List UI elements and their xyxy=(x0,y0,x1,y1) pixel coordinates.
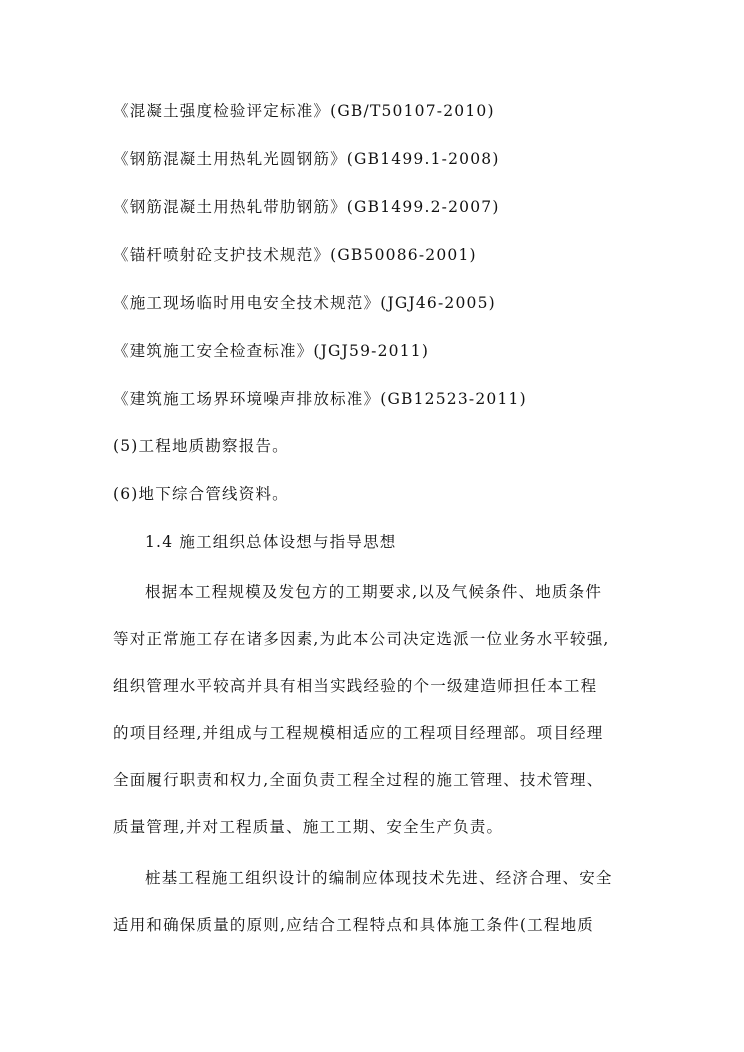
standard-line: 《钢筋混凝土用热轧光圆钢筋》(GB1499.1-2008) xyxy=(113,150,500,168)
list-item: (6)地下综合管线资料。 xyxy=(113,485,289,503)
paragraph-line: 质量管理,并对工程质量、施工工期、安全生产负责。 xyxy=(113,818,504,836)
standard-line: 《建筑施工场界环境噪声排放标准》(GB12523-2011) xyxy=(113,390,527,408)
standard-line: 《混凝土强度检验评定标准》(GB/T50107-2010) xyxy=(113,102,495,120)
standard-line: 《施工现场临时用电安全技术规范》(JGJ46-2005) xyxy=(113,294,496,312)
paragraph-1 xyxy=(113,569,633,851)
paragraph-2 xyxy=(113,855,633,949)
paragraph-line: 组织管理水平较高并具有相当实践经验的个一级建造师担任本工程 xyxy=(113,677,598,695)
paragraph-line: 的项目经理,并组成与工程规模相适应的工程项目经理部。项目经理 xyxy=(113,724,604,742)
paragraph-line: 适用和确保质量的原则,应结合工程特点和具体施工条件(工程地质 xyxy=(113,916,594,934)
standard-line: 《建筑施工安全检查标准》(JGJ59-2011) xyxy=(113,342,430,360)
section-heading: 1.4 施工组织总体设想与指导思想 xyxy=(145,533,397,551)
paragraph-line: 根据本工程规模及发包方的工期要求,以及气候条件、地质条件 xyxy=(145,583,603,601)
standard-line: 《钢筋混凝土用热轧带肋钢筋》(GB1499.2-2007) xyxy=(113,198,500,216)
paragraph-line: 全面履行职责和权力,全面负责工程全过程的施工管理、技术管理、 xyxy=(113,771,604,789)
standard-line: 《锚杆喷射砼支护技术规范》(GB50086-2001) xyxy=(113,246,477,264)
paragraph-line: 等对正常施工存在诸多因素,为此本公司决定选派一位业务水平较强, xyxy=(113,630,610,648)
paragraph-line: 桩基工程施工组织设计的编制应体现技术先进、经济合理、安全 xyxy=(145,869,613,887)
list-item: (5)工程地质勘察报告。 xyxy=(113,437,289,455)
